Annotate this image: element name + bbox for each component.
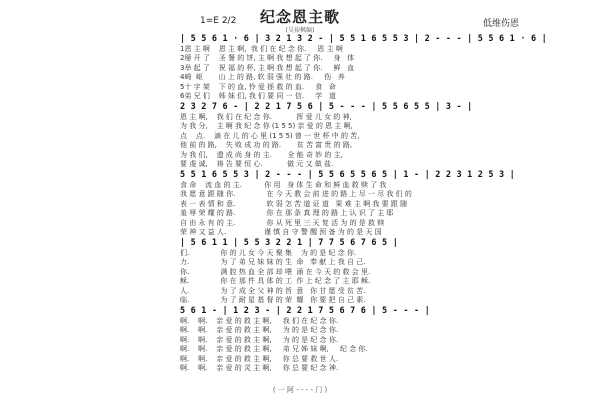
lyric-line: 你. 满 腔 热 血 全 部 却 喂 涌 在 今 天 的 救 会 里. bbox=[180, 267, 371, 276]
lyric-line: 我 愿 意 跟 随 你. 在 今 天 教 会 前 进 的 路 上 尽 一 尽 我 们 的 bbox=[180, 190, 412, 198]
score-system-4 bbox=[180, 239, 430, 306]
lyric-line: 他 前 的 路, 失 败 成 功 的 路. 贫 苦 富 贵 的 路, bbox=[180, 141, 353, 149]
lyric-line: 啊. 啊. 亲 爱 的 救 主 啊, 你 总 要 救 世 人. bbox=[180, 354, 339, 363]
lyric-line: 稣. 你 在 那 件 具 体 的 工 作 上 纪 念 了 主 耶 稣. bbox=[180, 277, 371, 285]
subtitle: (吴裕枫编) bbox=[285, 27, 315, 34]
lyric-line: 食 命 流 血 的 主. 你 用 身 体 生 命 和 鲜 血 救 赎 了 我 bbox=[180, 180, 387, 189]
lyric-line: 为 我 分, 主 啊 我 纪 念 你 (1 5 5) 亲 爱 的 恩 主 啊, bbox=[180, 122, 353, 130]
lyric-line: 自 由 永 有 的 主. 你 从 死 里 三 天 复 活 为 的 是 救 赎 bbox=[180, 218, 385, 227]
score-system-2 bbox=[180, 102, 473, 170]
score-system-1 bbox=[180, 34, 547, 102]
notation-line: 5 6 1 - | 1 2 3 - | 2 2 1 7 5 6 7 6 | 5 - - - | bbox=[180, 306, 430, 316]
lyric-line: 4崎 岖 山 上 的 路, 软 弱 强 壮 的 路. 伤 养 bbox=[180, 73, 345, 81]
lyric-line: 啊. 啊. 亲 爱 的 救 主 啊, 我 们 在 纪 念 你. bbox=[180, 316, 339, 325]
lyric-line: 荣 神 又 益 人. 谨 慎 自 守 警 醒 预 备 为 的 是 天 国 bbox=[180, 228, 382, 236]
lyric-line: 羞 辱 荣 耀 的 路. 你 在 那 条 真 理 的 路 上 认 识 了 主 耶 bbox=[180, 209, 394, 217]
lyric-line: 啊. 啊. 亲 爱 的 救 主 啊, 为 的 是 纪 念 你. bbox=[180, 335, 339, 344]
lyric-line: 恩 主 啊, 我 们 在 纪 念 你. 挥 爱 儿 女 的 神, bbox=[180, 112, 352, 121]
lyric-line: 人. 为 了 成 全 父 神 的 旨 意 你 甘 愿 受 贫 苦. bbox=[180, 286, 366, 295]
lyric-line: 力. 为 了 弟 兄 妹 妹 的 生 命 奉 献 上 我 自 己. bbox=[180, 258, 366, 266]
lyric-line: 表 一 表 情 和 意. 软 弱 怎 苦 道 证 道 果 难 主 啊 我 要 跟 随 bbox=[180, 199, 408, 208]
lyric-line: 啊. 啊. 亲 爱 的 救 主 啊, 为 的 是 纪 念 你. bbox=[180, 326, 339, 334]
lyric-line: 要 虔 诚, 祷 告 要 恒 心. 做 元 又 做 盐. bbox=[180, 160, 334, 168]
score-system-5 bbox=[180, 307, 430, 374]
author: 低维伤恩 bbox=[483, 19, 520, 29]
lyric-line: 6弟 兄 们 姊 妹 们, 我 们 要 同 一 信. 学 道 bbox=[180, 92, 336, 100]
lyric-line: 点 点. 滴 在 儿 的 心 里 (1 5 5) 曾 一 世 杯 中 的 苦, bbox=[180, 131, 360, 140]
lyric-line: 1恩 主 啊 恩 主 啊, 我 们 在 纪 念 你. 恩 主 啊 bbox=[180, 44, 343, 53]
notation-line: 2 3 2 7 6 - | 2 2 1 7 5 6 | 5 - - - | 5 5 6 5 5 | 3 - | bbox=[180, 102, 473, 112]
notation-line: | 5 5 6 1 · 6 | 3 2 1 3 2 - | 5 5 1 6 5 5 3 | 2 - - - | 5 5 6 1 · 6 | bbox=[180, 34, 547, 44]
lyric-line: 啊. 啊. 亲 爱 的 救 主 啊, 弟 兄 姊 妹 啊, 纪 念 你. bbox=[180, 345, 368, 353]
lyric-line: 5十 字 架 下 的 血, 怜 爱 拯 救 的 血. 食 命 bbox=[180, 82, 336, 91]
lyric-line: 们. 你 的 儿 女 今 天 聚 集 为 的 是 纪 念 你. bbox=[180, 248, 357, 257]
lyric-line: 为 我 们, 遗 成 尚 身 的 主. 全 能 奇 妙 的 主, bbox=[180, 150, 343, 159]
notation-line: | 5 6 1 1 | 5 5 3 2 2 1 | 7 7 5 6 7 6 5 | bbox=[180, 238, 399, 248]
score-system-3 bbox=[180, 170, 515, 238]
lyric-line: 临. 为 了 耐 星 基 督 的 荣 耀 你 要 把 自 己 素. bbox=[180, 296, 366, 304]
lyric-line: 啊. 啊. 亲 爱 的 灵 主 啊, 你 总 要 纪 念 神. bbox=[180, 364, 339, 372]
notation-line: 5 5 1 6 5 5 3 | 2 - - - | 5 5 6 5 5 6 5 | 1 - | 2 2 3 1 2 5 3 | bbox=[180, 170, 515, 180]
key-signature: 1=E 2/2 bbox=[200, 16, 237, 26]
lyric-line: 2掰 开 了 圣 餐 的 饼, 主 啊 我 想 起 了 你. 身 体 bbox=[180, 54, 355, 62]
song-title: 纪念恩主歌 bbox=[259, 8, 340, 26]
amen-ending: ( 一 阿 - - - - 门 ) bbox=[272, 386, 328, 394]
lyric-line: 3举 起 了 祝 福 的 杯, 主 啊 我 想 起 了 你. 鲜 血 bbox=[180, 63, 355, 72]
